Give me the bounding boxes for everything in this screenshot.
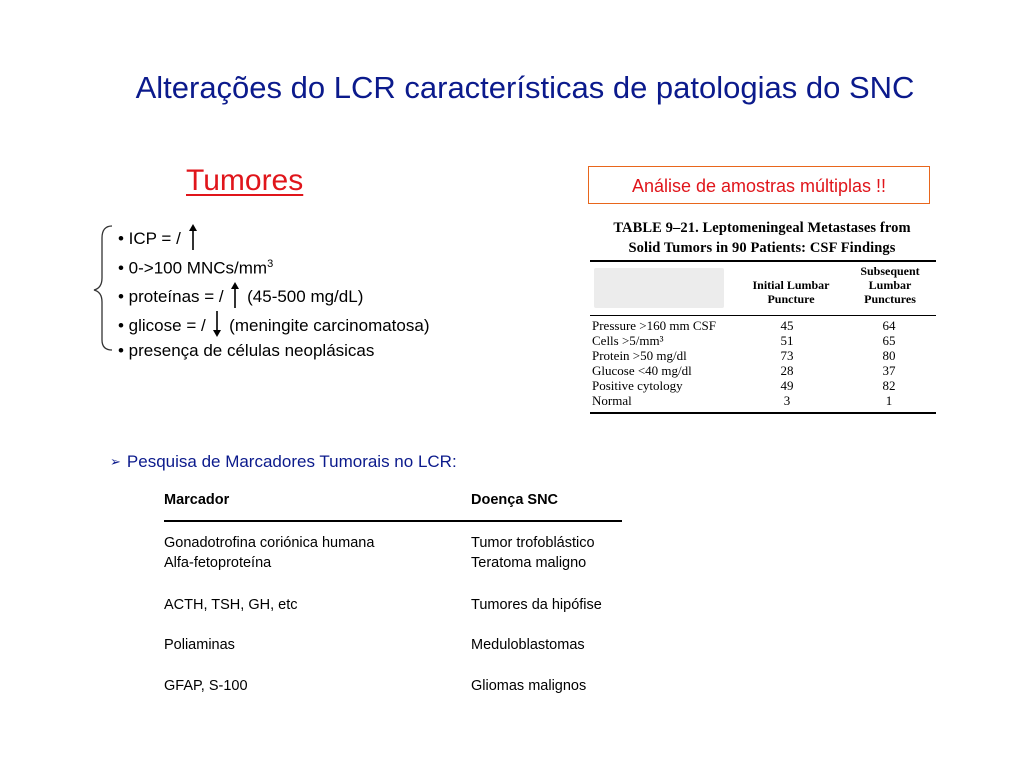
initial-value: 3 bbox=[783, 393, 791, 408]
findings-list bbox=[118, 224, 429, 369]
row-label: Glucose <40 mg/dl bbox=[592, 363, 692, 378]
scanned-table-row bbox=[592, 318, 936, 333]
row-label: Pressure >160 mm CSF bbox=[592, 318, 716, 333]
finding-tail: (45-500 mg/dL) bbox=[247, 287, 364, 306]
disease-cell: Teratoma maligno bbox=[471, 555, 587, 571]
caption-line: TABLE 9–21. Leptomeningeal Metastases from bbox=[613, 220, 911, 236]
disease-cell: Gliomas malignos bbox=[471, 678, 587, 694]
scanned-table-row bbox=[592, 348, 936, 363]
superscript: 3 bbox=[267, 258, 274, 270]
column-header-initial bbox=[736, 278, 846, 306]
table-rule bbox=[590, 412, 936, 414]
finding-celulas bbox=[118, 340, 429, 369]
caption-line: Solid Tumors in 90 Patients: CSF Findings bbox=[628, 240, 896, 256]
header-rule bbox=[164, 520, 622, 522]
header-line: Punctures bbox=[864, 292, 916, 306]
subsequent-value: 64 bbox=[882, 318, 896, 333]
subsequent-value: 80 bbox=[882, 348, 896, 363]
arrow-bullet-icon: ➢ bbox=[110, 454, 121, 469]
marker-cell: Gonadotrofina coriónica humana bbox=[164, 535, 375, 551]
column-header-subsequent bbox=[842, 264, 938, 306]
header-line: Puncture bbox=[767, 292, 815, 306]
disease-cell: Meduloblastomas bbox=[471, 637, 585, 653]
marker-cell: ACTH, TSH, GH, etc bbox=[164, 597, 298, 613]
initial-value: 28 bbox=[780, 363, 794, 378]
table-rule bbox=[590, 260, 936, 262]
scanned-table-row bbox=[592, 333, 936, 348]
finding-glicose bbox=[118, 311, 429, 340]
finding-text: • presença de células neoplásicas bbox=[118, 341, 375, 360]
up-arrow-icon bbox=[188, 224, 198, 250]
scanned-table-row bbox=[592, 378, 936, 393]
column-header-disease: Doença SNC bbox=[471, 492, 559, 508]
down-arrow-icon bbox=[212, 311, 222, 337]
finding-text: • ICP = / bbox=[118, 229, 181, 248]
table-rule bbox=[590, 315, 936, 316]
finding-text: • proteínas = / bbox=[118, 287, 224, 306]
initial-value: 45 bbox=[780, 318, 794, 333]
scanned-table-row bbox=[592, 393, 936, 408]
subsequent-value: 82 bbox=[882, 378, 896, 393]
initial-value: 73 bbox=[780, 348, 794, 363]
marker-cell: Alfa-fetoproteína bbox=[164, 555, 272, 571]
subsequent-value: 37 bbox=[882, 363, 896, 378]
disease-cell: Tumores da hipófise bbox=[471, 597, 602, 613]
header-line: Initial Lumbar bbox=[752, 278, 830, 292]
row-label: Positive cytology bbox=[592, 378, 683, 393]
finding-text: • 0->100 MNCs/mm bbox=[118, 258, 268, 278]
finding-text: • glicose = / bbox=[118, 316, 206, 335]
subsequent-value: 65 bbox=[882, 333, 896, 348]
markers-heading-text: Pesquisa de Marcadores Tumorais no LCR: bbox=[126, 452, 457, 471]
header-line: Subsequent bbox=[860, 264, 920, 278]
disease-cell: Tumor trofoblástico bbox=[471, 535, 595, 551]
row-label: Cells >5/mm³ bbox=[592, 333, 664, 348]
row-label: Protein >50 mg/dl bbox=[592, 348, 687, 363]
markers-heading bbox=[110, 452, 457, 472]
scanned-table-image bbox=[586, 216, 938, 422]
curly-brace-icon bbox=[90, 222, 116, 352]
finding-icp bbox=[118, 224, 429, 253]
marker-cell: GFAP, S-100 bbox=[164, 678, 248, 694]
slide-title: Alterações do LCR características de patologias do SNC bbox=[135, 70, 915, 105]
initial-value: 49 bbox=[780, 378, 794, 393]
finding-mncs bbox=[118, 253, 429, 282]
finding-proteinas bbox=[118, 282, 429, 311]
note-box: Análise de amostras múltiplas !! bbox=[588, 166, 930, 204]
header-line: Lumbar bbox=[868, 278, 912, 292]
scanned-table-row bbox=[592, 363, 936, 378]
row-label: Normal bbox=[592, 393, 632, 408]
subsequent-value: 1 bbox=[885, 393, 893, 408]
up-arrow-icon bbox=[230, 282, 240, 308]
finding-tail: (meningite carcinomatosa) bbox=[229, 316, 430, 335]
faded-region bbox=[594, 268, 724, 308]
initial-value: 51 bbox=[780, 333, 794, 348]
scanned-table-caption bbox=[586, 218, 938, 258]
section-heading-tumores: Tumores bbox=[186, 164, 304, 197]
column-header-marker: Marcador bbox=[164, 492, 230, 508]
marker-cell: Poliaminas bbox=[164, 637, 235, 653]
